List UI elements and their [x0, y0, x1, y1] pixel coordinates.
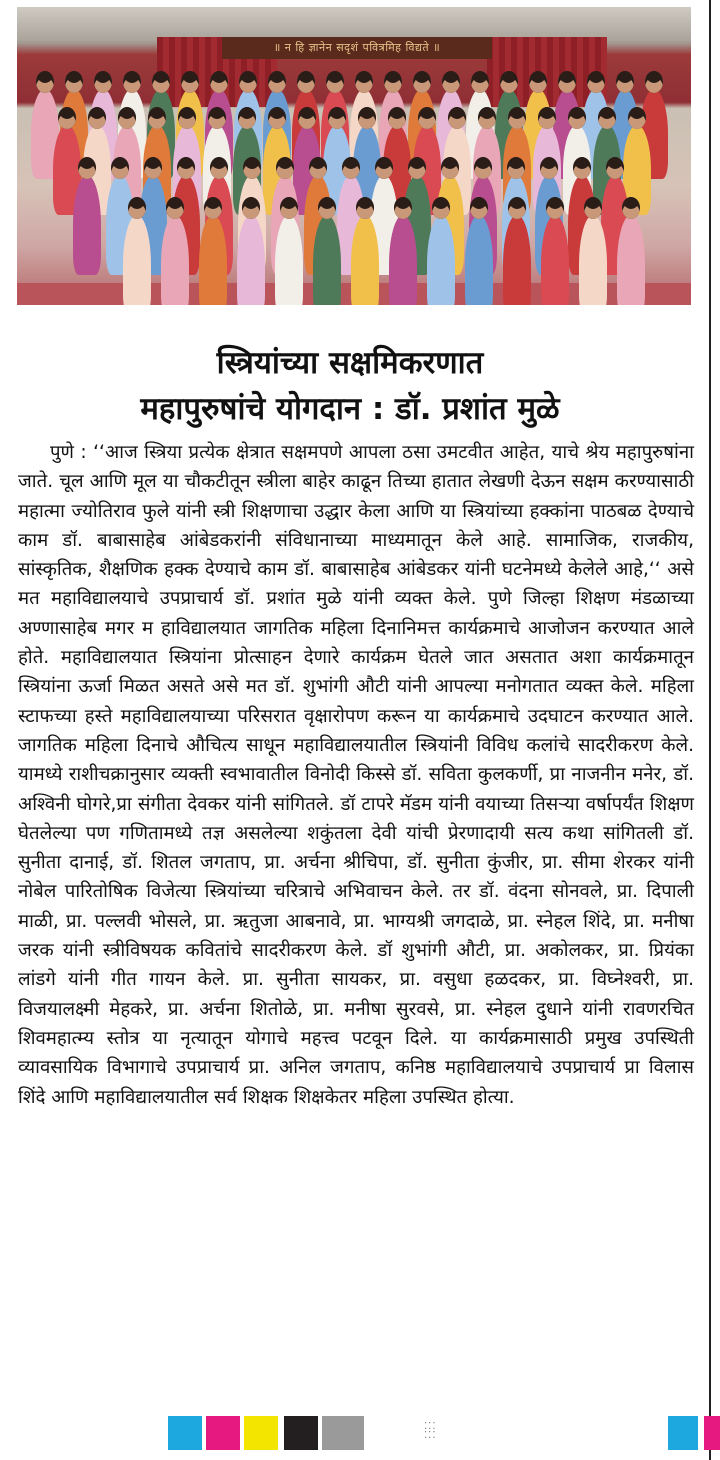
photo-person-head [268, 71, 286, 93]
photo-person-head [152, 71, 170, 93]
photo-person-head [268, 107, 286, 129]
photo-person-head [326, 71, 344, 93]
photo-person [427, 215, 455, 305]
photo-person-head [474, 157, 492, 179]
photo-person-head [280, 197, 298, 219]
group-photo [17, 7, 691, 305]
photo-person [275, 215, 303, 305]
photo-person-head [88, 107, 106, 129]
photo-person-head [58, 107, 76, 129]
photo-person-head [606, 157, 624, 179]
photo-person-head [546, 197, 564, 219]
photo-person-head [388, 107, 406, 129]
photo-person [503, 215, 531, 305]
photo-person-head [65, 71, 83, 93]
photo-person-head [568, 107, 586, 129]
photo-person-head [384, 71, 402, 93]
photo-person-head [123, 71, 141, 93]
photo-person-head [616, 71, 634, 93]
photo-person-head [204, 197, 222, 219]
column-rule [709, 0, 711, 1460]
photo-person-head [118, 107, 136, 129]
photo-person-head [111, 157, 129, 179]
headline [20, 340, 680, 432]
photo-person-head [418, 107, 436, 129]
photo-person-head [178, 107, 196, 129]
photo-person [123, 215, 151, 305]
photo-person-head [166, 197, 184, 219]
photo-person-head [94, 71, 112, 93]
color-swatch [284, 1416, 318, 1450]
photo-person [541, 215, 569, 305]
photo-person-head [441, 157, 459, 179]
photo-person-head [432, 197, 450, 219]
color-swatch [322, 1416, 364, 1450]
color-swatch [168, 1416, 202, 1450]
photo-person-head [442, 71, 460, 93]
photo-person-head [408, 157, 426, 179]
photo-person-head [413, 71, 431, 93]
headline-line-1: स्त्रियांच्या सक्षमिकरणात [216, 345, 484, 381]
photo-person-head [181, 71, 199, 93]
photo-person-head [318, 197, 336, 219]
photo-person-head [128, 197, 146, 219]
photo-person [617, 215, 645, 305]
headline-line-2: महापुरुषांचे योगदान : डॉ. प्रशांत मुळे [140, 391, 560, 427]
photo-person-head [358, 107, 376, 129]
photo-person-head [508, 107, 526, 129]
photo-person [161, 215, 189, 305]
photo-person-head [356, 197, 374, 219]
photo-person-head [529, 71, 547, 93]
photo-person-head [394, 197, 412, 219]
photo-person-head [243, 157, 261, 179]
photo-person-head [645, 71, 663, 93]
photo-person-head [471, 71, 489, 93]
photo-person-head [508, 197, 526, 219]
photo-person-head [500, 71, 518, 93]
photo-person-head [309, 157, 327, 179]
photo-person-head [210, 71, 228, 93]
photo-person-head [448, 107, 466, 129]
article-text: पुणे : ‘‘आज स्त्रिया प्रत्येक क्षेत्रात सक्षमपणे आपला ठसा उमटवीत आहेत, याचे श्रेय महापुरुषांना जाते. चूल आणि मूल या चौकटीतून स्त्रीला बाहेर काढून तिच्या हातात लेखणी देऊन सक्षम करण्यासाठी महात्मा ज्योतिराव फुले यांनी स्त्री शिक्षणाचा उद्धार केला आणि या स्त्रियांच्या हक्कांना पाठबळ देण्याचे काम डॉ. बाबासाहेब आंबेडकरांनी संविधानाच्या माध्यमातून केले आहे. सामाजिक, राजकीय, सांस्कृतिक, शैक्षणिक हक्क देण्याचे काम डॉ. बाबासाहेब आंबेडकर यांनी घटनेमध्ये केलेले आहे,‘‘ असे मत महाविद्यालयाचे उपप्राचार्य डॉ. प्रशांत मुळे यांनी व्यक्त केले. पुणे जिल्हा शिक्षण मंडळाच्या अण्णासाहेब मगर म हाविद्यालयात जागतिक महिला दिनानिमत्त कार्यक्रमाचे आजोजन करण्यात आले होते. महाविद्यालयात स्त्रियांना प्रोत्साहन देणारे कार्यक्रम घेतले जात असतात अशा कार्यक्रमातून स्त्रियांना ऊर्जा मिळत असते असे मत डॉ. शुभांगी औटी यांनी आपल्या मनोगतात व्यक्त केले. महिला स्टाफच्या हस्ते महाविद्यालयाच्या परिसरात वृक्षारोपण करून या कार्यक्रमाचे उदघाटन करण्यात आले. जागतिक महिला दिनाचे औचित्य साधून महाविद्यालयातील स्त्रियांनी विविध कलांचे सादरीकरण केले. यामध्ये राशीचक्रानुसार व्यक्ती स्वभावातील विनोदी किस्से डॉ. सविता कुलकर्णी, प्रा नाजनीन मनेर, डॉ. अश्विनी घोगरे,प्रा संगीता देवकर यांनी सांगितले. डॉ टापरे मॅडम यांनी वयाच्या तिसऱ्या वर्षापर्यंत शिक्षण घेतलेल्या पण गणितामध्ये तज्ञ असलेल्या शकुंतला देवी यांची प्रेरणादायी सत्य कथा सांगितली डॉ. सुनीता दानाई, डॉ. शितल जगताप, प्रा. अर्चना श्रीचिपा, डॉ. सुनीता कुंजीर, प्रा. सीमा शेरकर यांनी नोबेल पारितोषिक विजेत्या स्त्रियांच्या चरित्राचे अभिवाचन केले. तर डॉ. वंदना सोनवले, प्रा. दिपाली माळी, प्रा. पल्लवी भोसले, प्रा. ऋतुजा आबनावे, प्रा. भाग्यश्री जगदाळे, प्रा. स्नेहल शिंदे, प्रा. मनीषा जरक यांनी स्त्रीविषयक कवितांचे सादरीकरण केले. डॉ शुभांगी औटी, प्रा. अकोलकर, प्रा. प्रियंका लांडगे यांनी गीत गायन केले. प्रा. सुनीता सायकर, प्रा. वसुधा हळदकर, प्रा. विघ्नेश्वरी, प्रा. विजयालक्ष्मी मेहकरे, प्रा. अर्चना शितोळे, प्रा. मनीषा सुरवसे, प्रा. स्नेहल दुधाने यांनी रावणरचित शिवमहात्म्य स्तोत्र या नृत्यातून योगाचे महत्त्व पटवून दिले. या कार्यक्रमासाठी प्रमुख उपस्थिती व्यावसायिक विभागाचे उपप्राचार्य प्रा. अनिल जगताप, कनिष्ठ महाविद्यालयाचे उपप्राचार्य प्रा विलास शिंदे आणि महाविद्यालयातील सर्व शिक्षक शिक्षकेतर महिला उपस्थित होत्या. [18, 442, 694, 1108]
photo-person [351, 215, 379, 305]
photo-person-head [507, 157, 525, 179]
color-swatch [668, 1416, 698, 1450]
photo-person-head [238, 107, 256, 129]
photo-person-head [622, 197, 640, 219]
photo-person-head [328, 107, 346, 129]
photo-person-head [342, 157, 360, 179]
photo-person [465, 215, 493, 305]
color-swatch [704, 1416, 720, 1450]
photo-person-head [584, 197, 602, 219]
photo-person-head [276, 157, 294, 179]
photo-person-head [375, 157, 393, 179]
photo-person-head [148, 107, 166, 129]
photo-person [579, 215, 607, 305]
photo-person-head [36, 71, 54, 93]
photo-person-head [478, 107, 496, 129]
photo-person-head [628, 107, 646, 129]
photo-person [389, 215, 417, 305]
photo-person-head [573, 157, 591, 179]
photo-person-head [242, 197, 260, 219]
color-swatch [244, 1416, 278, 1450]
color-swatch [206, 1416, 240, 1450]
photo-person-head [208, 107, 226, 129]
photo-person-head [298, 107, 316, 129]
photo-ceiling [17, 7, 691, 41]
photo-person-head [540, 157, 558, 179]
photo-person-head [78, 157, 96, 179]
photo-person [199, 215, 227, 305]
photo-person-head [538, 107, 556, 129]
registration-mark-icon: ⁚⁚⁚ ⁚⁚⁚ [424, 1421, 437, 1441]
photo-person [73, 175, 101, 275]
photo-person-head [470, 197, 488, 219]
article-body [18, 438, 694, 1112]
photo-person-head [144, 157, 162, 179]
photo-person [313, 215, 341, 305]
photo-person-head [177, 157, 195, 179]
photo-person-head [210, 157, 228, 179]
photo-person-head [239, 71, 257, 93]
photo-person-head [598, 107, 616, 129]
photo-person-head [355, 71, 373, 93]
photo-person [237, 215, 265, 305]
photo-person-head [297, 71, 315, 93]
photo-person-head [587, 71, 605, 93]
photo-banner: ॥ न हि ज्ञानेन सदृशं पवित्रमिह विद्यते ॥ [222, 37, 492, 59]
photo-person-head [558, 71, 576, 93]
